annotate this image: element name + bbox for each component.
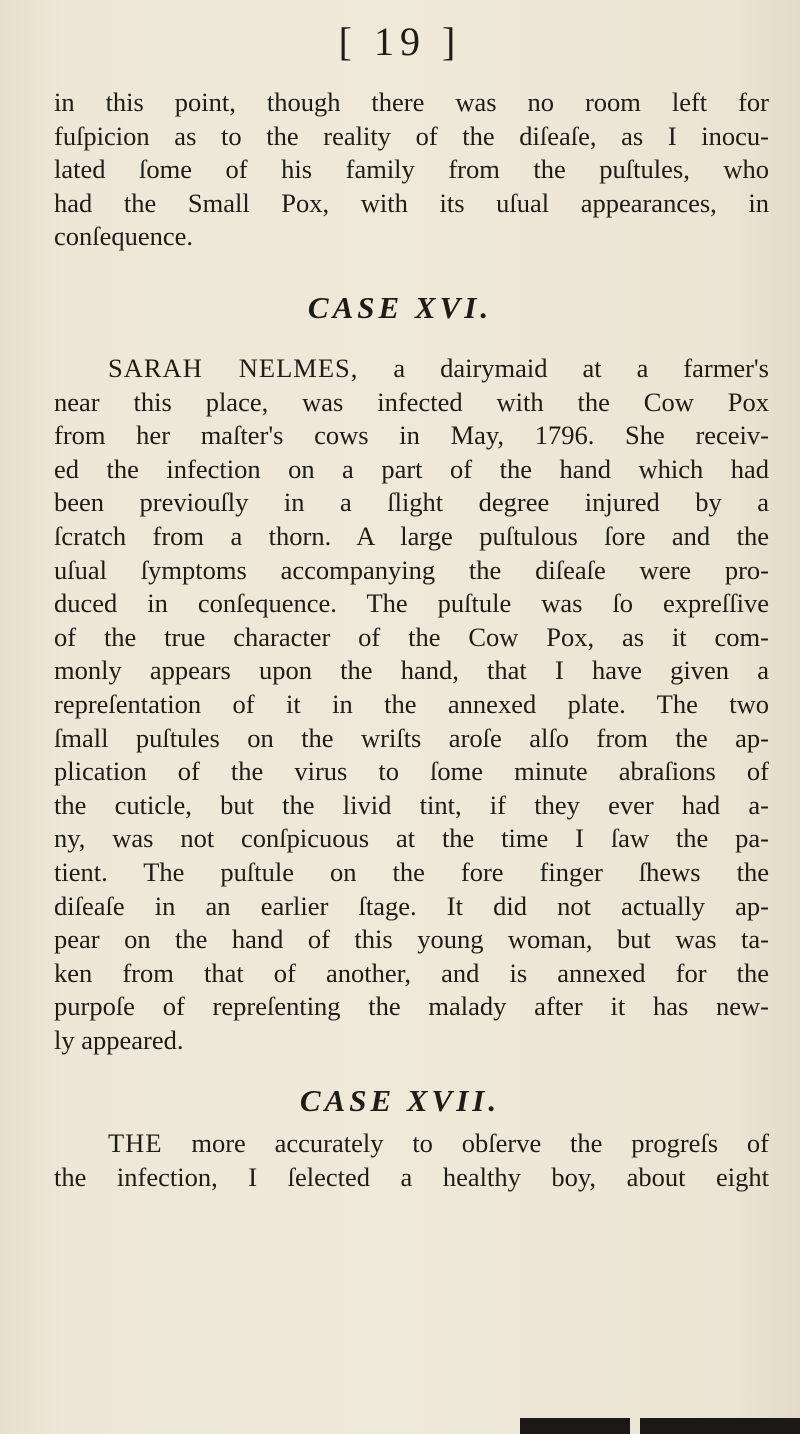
text-line: conſequence. xyxy=(54,221,194,252)
case-xvii-paragraph xyxy=(54,1127,769,1194)
text-line: of the true character of the Cow Pox, as it com- xyxy=(54,621,769,652)
text-line: purpoſe of repreſenting the malady after it has new- xyxy=(54,991,769,1022)
text-line: ed the infection on a part of the hand which had xyxy=(54,453,769,484)
text-line: the infection, I ſelected a healthy boy, about eight xyxy=(54,1161,769,1192)
text-line-rest: more accurately to obſerve the progreſs of xyxy=(162,1128,769,1158)
case-xvii-lead-word: THE xyxy=(108,1128,163,1158)
bottom-edge-shadow xyxy=(640,1418,800,1434)
case-xvi-paragraph xyxy=(54,352,769,1057)
text-line: ny, was not conſpicuous at the time I ſaw the pa- xyxy=(54,823,769,854)
text-line: diſeaſe in an earlier ſtage. It did not actually ap- xyxy=(54,890,769,921)
page-number: [ 19 ] xyxy=(338,19,462,64)
case-xvii-heading: CASE XVII. xyxy=(299,1083,501,1118)
bottom-edge-shadow xyxy=(520,1418,630,1434)
text-line: fuſpicion as to the reality of the diſeaſe, as I inocu- xyxy=(54,120,769,151)
text-line: ſmall puſtules on the wriſts aroſe alſo from the ap- xyxy=(54,722,769,753)
case-xvi-lead-name: SARAH NELMES, xyxy=(108,353,359,383)
intro-paragraph xyxy=(54,86,769,254)
text-line xyxy=(54,1127,769,1161)
text-line: been previouſly in a ſlight degree injured by a xyxy=(54,487,769,518)
text-line-rest: a dairymaid at a farmer's xyxy=(358,353,769,383)
text-line xyxy=(54,352,769,386)
text-line: in this point, though there was no room left for xyxy=(54,87,769,117)
text-line: monly appears upon the hand, that I have given a xyxy=(54,655,769,686)
text-line: uſual ſymptoms accompanying the diſeaſe were pro- xyxy=(54,554,769,585)
text-line: repreſentation of it in the annexed plate. The two xyxy=(54,688,769,719)
text-line: tient. The puſtule on the fore finger ſhews the xyxy=(54,856,769,887)
text-line: plication of the virus to ſome minute abraſions of xyxy=(54,756,769,787)
text-line: ly appeared. xyxy=(54,1024,184,1055)
text-line: ſcratch from a thorn. A large puſtulous ſore and the xyxy=(54,520,769,551)
text-line: lated ſome of his family from the puſtules, who xyxy=(54,154,769,185)
text-line: near this place, was infected with the Cow Pox xyxy=(54,386,769,417)
text-line: ken from that of another, and is annexed for the xyxy=(54,957,769,988)
case-xvi-heading: CASE XVI. xyxy=(307,290,493,325)
text-line: pear on the hand of this young woman, but was ta- xyxy=(54,924,769,955)
text-line: had the Small Pox, with its uſual appearances, in xyxy=(54,187,769,218)
text-line: from her maſter's cows in May, 1796. She receiv- xyxy=(54,420,769,451)
text-line: duced in conſequence. The puſtule was ſo expreſſive xyxy=(54,588,769,619)
text-line: the cuticle, but the livid tint, if they ever had a- xyxy=(54,789,769,820)
